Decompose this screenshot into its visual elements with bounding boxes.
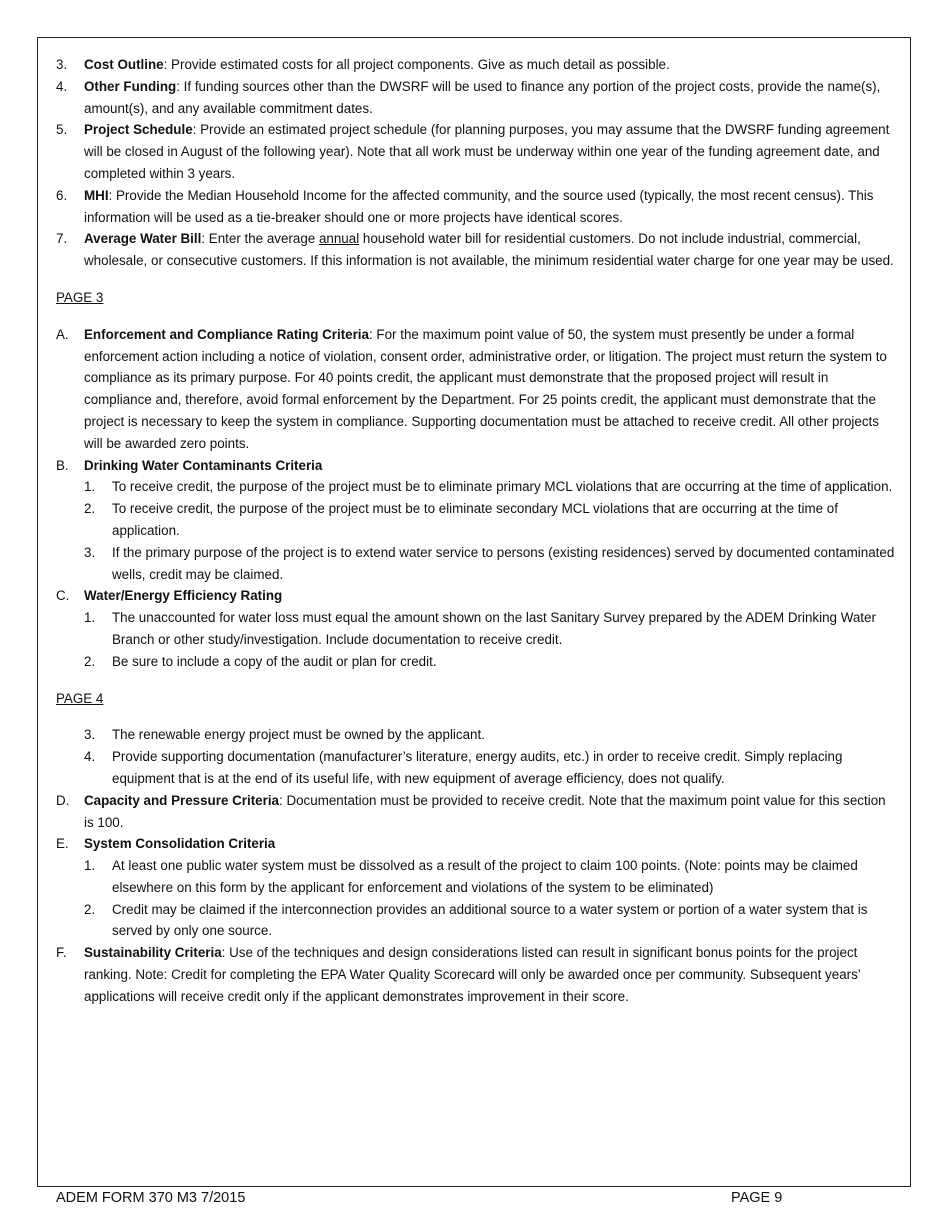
criteria-letter: B.	[56, 457, 69, 473]
section-heading-page-4: PAGE 4	[56, 690, 104, 706]
underlined-word: annual	[318, 231, 360, 247]
footer-page-number: PAGE 9	[731, 1190, 783, 1206]
item-number: 6.	[56, 187, 68, 203]
item-number: 4.	[84, 749, 96, 765]
item-number: 1.	[84, 479, 96, 495]
list-item-project-schedule	[56, 119, 896, 184]
item-text: Be sure to include a copy of the audit or plan for credit.	[112, 653, 437, 669]
item-title: Cost Outline	[84, 57, 164, 72]
list-item-cost-outline	[56, 54, 896, 76]
item-text: Provide supporting documentation (manufacturer’s literature, energy audits, etc.) in order to receive credit. Simply replacing equipment that is at the end of its useful life, with new equipment of average efficiency, does not qualify.	[112, 749, 843, 786]
item-number: 3.	[84, 544, 96, 560]
document-body	[56, 54, 896, 1008]
item-text: : Provide the Median Household Income for the affected community, and the source used (typically, the most recent census). This information will be used as a tie-breaker should one or more projects have identical scores.	[84, 187, 874, 225]
item-number: 2.	[84, 901, 96, 917]
item-text: To receive credit, the purpose of the project must be to eliminate secondary MCL violations that are occurring at the time of application.	[112, 501, 838, 538]
item-title: Average Water Bill	[84, 231, 202, 247]
item-text: : If funding sources other than the DWSRF will be used to finance any portion of the project costs, provide the name(s), amount(s), and any available commitment dates.	[84, 78, 881, 116]
item-number: 7.	[56, 231, 68, 247]
criteria-title: Capacity and Pressure Criteria	[84, 792, 279, 808]
list-item-other-funding	[56, 76, 896, 120]
item-title: MHI	[84, 187, 109, 203]
criteria-e	[56, 833, 896, 855]
criteria-title: Water/Energy Efficiency Rating	[84, 588, 283, 604]
footer-form-id: ADEM FORM 370 M3 7/2015	[56, 1190, 246, 1206]
item-text: To receive credit, the purpose of the project must be to eliminate primary MCL violations that are occurring at the time of application.	[112, 479, 893, 495]
item-title: Project Schedule	[84, 122, 193, 138]
item-number: 3.	[84, 727, 96, 743]
item-number: 1.	[84, 858, 96, 874]
item-text: The unaccounted for water loss must equal the amount shown on the last Sanitary Survey prepared by the ADEM Drinking Water Branch or other study/investigation. Include documentation to receive credit.	[112, 610, 876, 647]
criteria-d	[56, 790, 896, 834]
criteria-title: System Consolidation Criteria	[84, 836, 276, 852]
item-number: 5.	[56, 122, 68, 138]
section-heading-page-3: PAGE 3	[56, 289, 104, 305]
criteria-text: : Documentation must be provided to receive credit. Note that the maximum point value for this section is 100.	[84, 792, 886, 830]
item-text: : Provide an estimated project schedule (for planning purposes, you may assume that the DWSRF funding agreement will be closed in August of the following year). Note that all work must be underway within one year of the funding agreement date, and completed within 3 years.	[84, 122, 890, 181]
list-item	[56, 542, 896, 586]
list-item	[56, 476, 896, 498]
item-number: 2.	[84, 501, 96, 517]
list-item	[56, 724, 896, 746]
item-text: At least one public water system must be dissolved as a result of the project to claim 100 points. (Note: points may be claimed elsewhere on this form by the applicant for enforcement and violations of the system to be eliminated)	[112, 858, 858, 895]
item-text: household water bill for residential customers. Do not include industrial, commercial, wholesale, or consecutive customers. If this information is not available, the minimum residential water charge for one year may be used.	[84, 231, 894, 269]
item-text: Credit may be claimed if the interconnection provides an additional source to a water system or portion of a water system that is served by only one source.	[112, 901, 868, 939]
item-text: : Enter the average	[201, 231, 319, 247]
criteria-title: Drinking Water Contaminants Criteria	[84, 457, 323, 473]
criteria-letter: A.	[56, 326, 69, 342]
criteria-a	[56, 324, 896, 455]
criteria-letter: F.	[56, 945, 67, 961]
list-item	[56, 607, 896, 651]
item-number: 1.	[84, 610, 96, 626]
list-item-average-water-bill	[56, 228, 896, 272]
criteria-title: Enforcement and Compliance Rating Criteria	[84, 326, 369, 342]
criteria-title: Sustainability Criteria	[84, 945, 222, 961]
criteria-letter: C.	[56, 588, 70, 604]
criteria-f	[56, 942, 896, 1007]
criteria-c	[56, 585, 896, 607]
criteria-letter: D.	[56, 792, 70, 808]
item-title: Other Funding	[84, 78, 177, 94]
list-item	[56, 651, 896, 673]
criteria-letter: E.	[56, 836, 69, 852]
item-number: 3.	[56, 57, 68, 72]
criteria-b	[56, 455, 896, 477]
item-text: The renewable energy project must be owned by the applicant.	[112, 727, 485, 743]
item-text: : Provide estimated costs for all project components. Give as much detail as possible.	[163, 57, 670, 72]
criteria-text: : For the maximum point value of 50, the system must presently be under a formal enforcement action including a notice of violation, consent order, administrative order, or litigation. The project must return the system to compliance as its primary purpose. For 40 points credit, the applicant must demonstrate that the proposed project will result in compliance and, therefore, avoid formal enforcement by the Department. For 25 points credit, the applicant must demonstrate that the project is necessary to keep the system in compliance. Supporting documentation must be attached to receive credit. All other projects will be awarded zero points.	[84, 326, 887, 451]
list-item	[56, 899, 896, 943]
item-number: 4.	[56, 78, 68, 94]
list-item-mhi	[56, 185, 896, 229]
list-item	[56, 855, 896, 899]
list-item	[56, 746, 896, 790]
list-item	[56, 498, 896, 542]
item-number: 2.	[84, 653, 96, 669]
item-text: If the primary purpose of the project is to extend water service to persons (existing residences) served by documented contaminated wells, credit may be claimed.	[112, 544, 895, 582]
criteria-text: : Use of the techniques and design considerations listed can result in significant bonus points for the project ranking. Note: Credit for completing the EPA Water Quality Scorecard will only be awarded once per community. Subsequent years’ applications will receive credit only if the applicant demonstrates improvement in their score.	[84, 945, 861, 1004]
